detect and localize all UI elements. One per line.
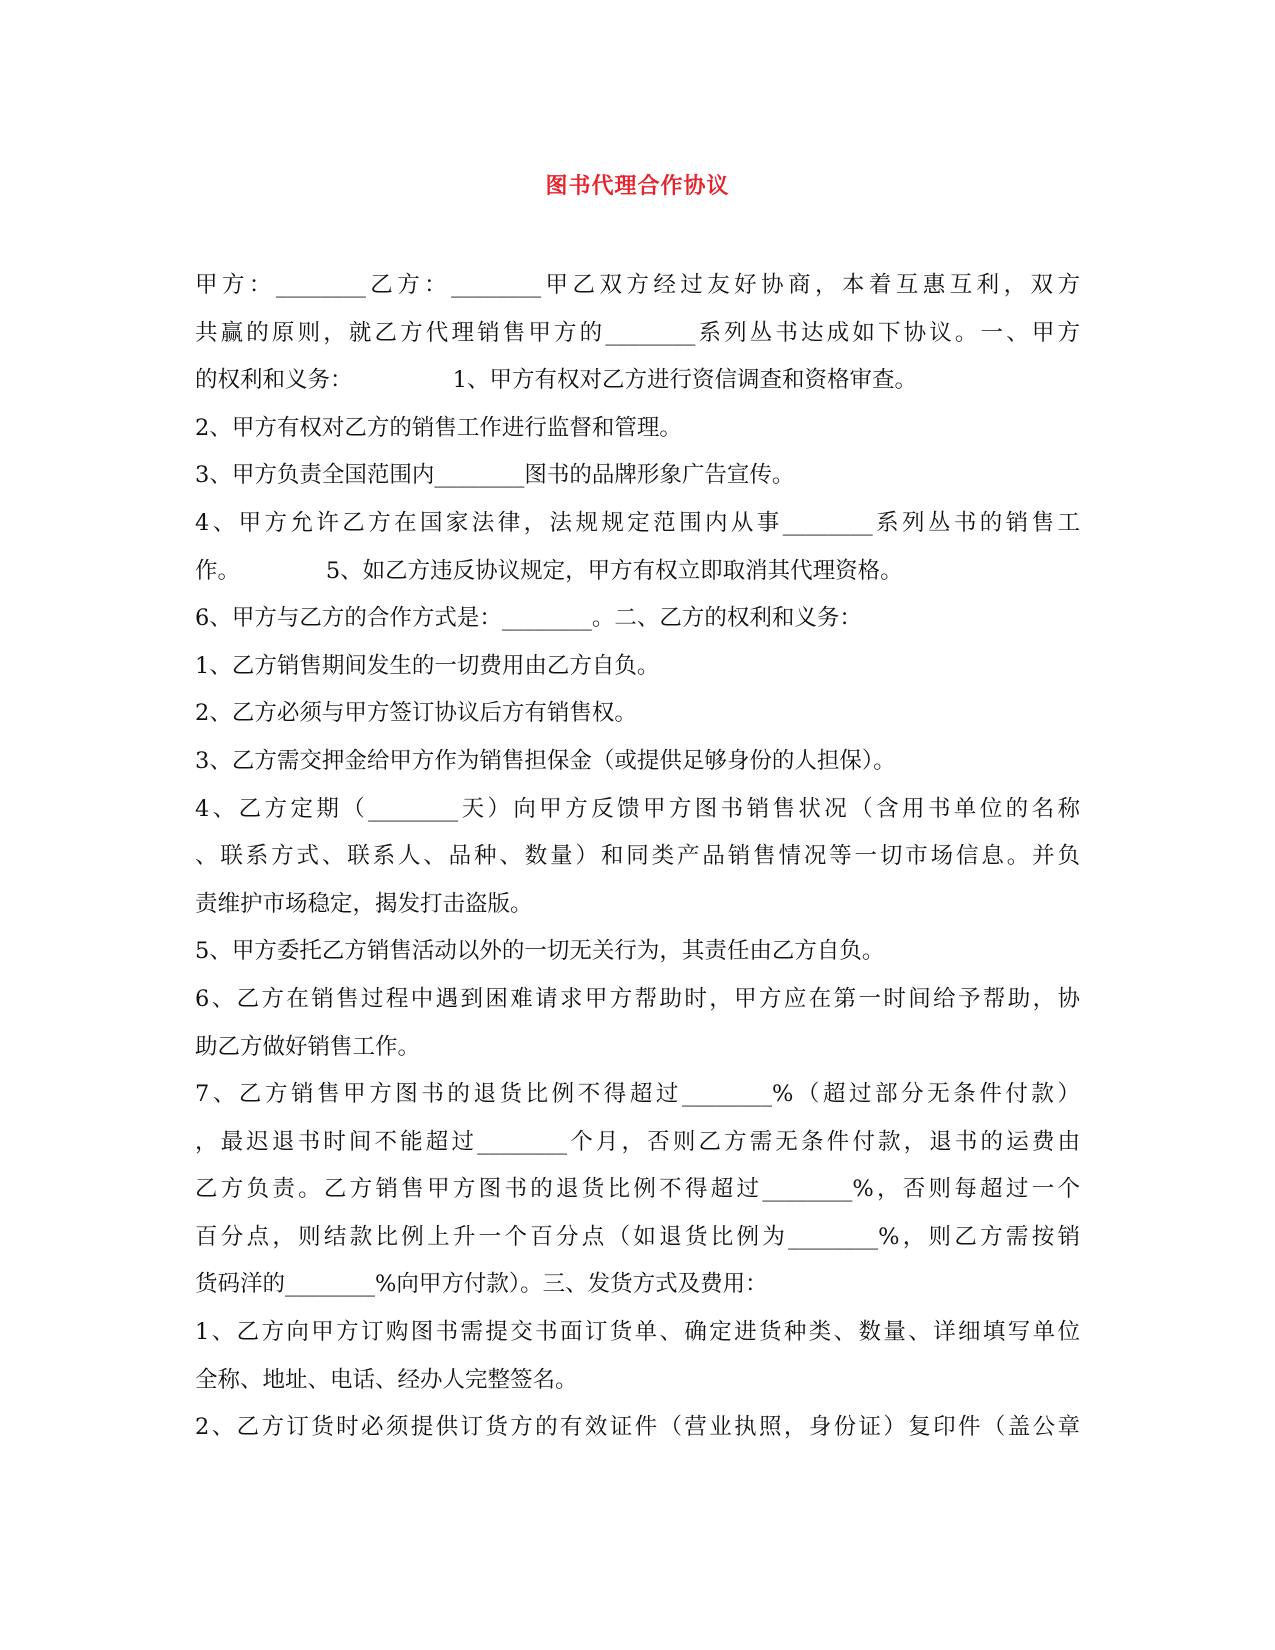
document-line: 的权利和义务： 1、甲方有权对乙方进行资信调查和资格审查。 xyxy=(195,367,917,394)
document-line: 6、乙方在销售过程中遇到困难请求甲方帮助时，甲方应在第一时间给予帮助，协 xyxy=(195,985,1080,1012)
document-line: 责维护市场稳定，揭发打击盗版。 xyxy=(195,890,533,917)
document-line: 、联系方式、联系人、品种、数量）和同类产品销售情况等一切市场信息。并负 xyxy=(195,843,1080,870)
document-line: 1、乙方销售期间发生的一切费用由乙方自负。 xyxy=(195,652,660,679)
document-line: 6、甲方与乙方的合作方式是：________。二、乙方的权利和义务： xyxy=(195,605,862,632)
document-line: 乙方负责。乙方销售甲方图书的退货比例不得超过________%，否则每超过一个 xyxy=(195,1176,1080,1203)
document-line: 2、乙方订货时必须提供订货方的有效证件（营业执照，身份证）复印件（盖公章 xyxy=(195,1414,1080,1441)
document-title: 图书代理合作协议 xyxy=(545,173,730,199)
document-line: 2、甲方有权对乙方的销售工作进行监督和管理。 xyxy=(195,414,682,441)
document-line: 甲方：________乙方：________甲乙双方经过友好协商，本着互惠互利，双方 xyxy=(195,272,1080,298)
document-line: 共赢的原则，就乙方代理销售甲方的________系列丛书达成如下协议。一、甲方 xyxy=(195,319,1080,346)
document-line: 4、乙方定期（________天）向甲方反馈甲方图书销售状况（含用书单位的名称 xyxy=(195,795,1080,822)
document-line: 3、乙方需交押金给甲方作为销售担保金（或提供足够身份的人担保）。 xyxy=(195,747,896,774)
document-line: 作。 5、如乙方违反协议规定，甲方有权立即取消其代理资格。 xyxy=(195,557,903,584)
document-line: 全称、地址、电话、经办人完整签名。 xyxy=(195,1366,578,1393)
document-line: 5、甲方委托乙方销售活动以外的一切无关行为，其责任由乙方自负。 xyxy=(195,938,885,965)
document-line: ，最迟退书时间不能超过________个月，否则乙方需无条件付款，退书的运费由 xyxy=(195,1128,1080,1155)
document-line: 3、甲方负责全国范围内________图书的品牌形象广告宣传。 xyxy=(195,462,795,489)
document-line: 4、甲方允许乙方在国家法律，法规规定范围内从事________系列丛书的销售工 xyxy=(195,509,1080,536)
document-body xyxy=(195,262,1080,1452)
document-line: 2、乙方必须与甲方签订协议后方有销售权。 xyxy=(195,700,637,727)
document-line: 1、乙方向甲方订购图书需提交书面订货单、确定进货种类、数量、详细填写单位 xyxy=(195,1319,1080,1346)
document-line: 百分点，则结款比例上升一个百分点（如退货比例为________%，则乙方需按销 xyxy=(195,1223,1080,1250)
document-line: 助乙方做好销售工作。 xyxy=(195,1033,421,1060)
document-line: 7、乙方销售甲方图书的退货比例不得超过________%（超过部分无条件付款） xyxy=(195,1081,1080,1108)
document-line: 货码洋的________%向甲方付款）。三、发货方式及费用： xyxy=(195,1271,768,1298)
